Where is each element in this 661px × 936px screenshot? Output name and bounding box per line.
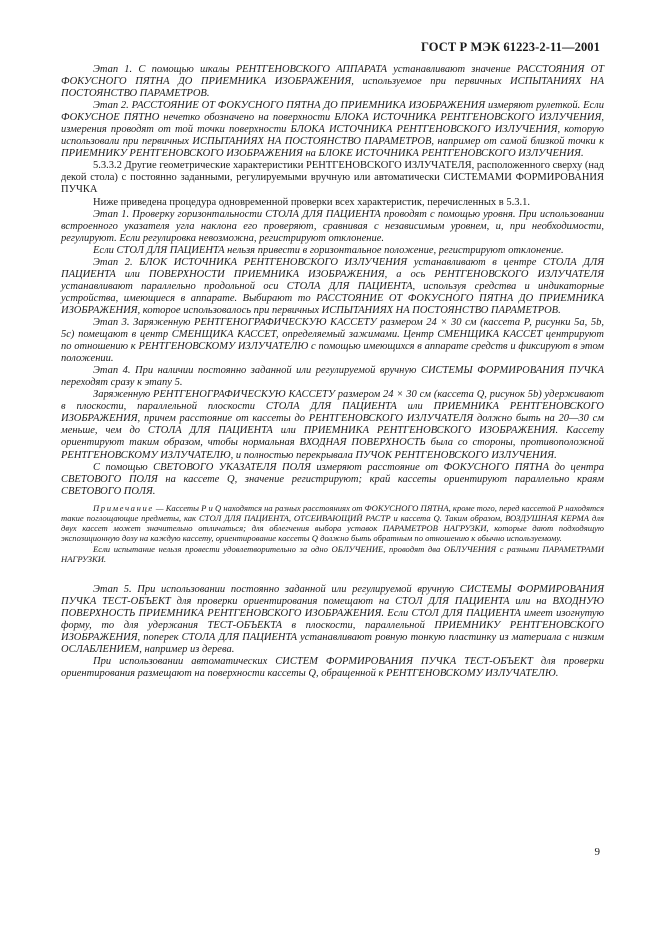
paragraph-step-2-source: Этап 2. БЛОК ИСТОЧНИКА РЕНТГЕНОВСКОГО ИЗЛУЧЕНИЯ устанавливают в центре СТОЛА ДЛЯ ПАЦИЕНТА или ПОВЕРХНОСТИ ПРИЕМНИКА ИЗОБРАЖЕНИЯ, а ось РЕНТГЕНОВСКОГО ИЗЛУЧАТЕЛЯ устанавливают параллельно продольной оси СТОЛА ДЛЯ ПАЦИЕНТА, используя средства и индикаторные устройства, имеющиеся в аппарате. Выбирают то РАССТОЯНИЕ ОТ ФОКУСНОГО ПЯТНА ДО ПРИЕМНИКА ИЗОБРАЖЕНИЯ, которое использовалось при первичных ИСПЫТАНИЯХ НА ПОСТОЯНСТВО ПАРАМЕТРОВ. [61,256,604,316]
paragraph-step-4: Этап 4. При наличии постоянно заданной или регулируемой вручную СИСТЕМЫ ФОРМИРОВАНИЯ ПУЧКА переходят сразу к этапу 5. [61,365,604,389]
paragraph-procedure-intro: Ниже приведена процедура одновременной проверки всех характеристик, перечисленных в 5.3.1. [93,196,530,208]
note-text-2: Если испытание нельзя провести удовлетворительно за одно ОБЛУЧЕНИЕ, проводят два ОБЛУЧЕНИЯ с разными ПАРАМЕТРАМИ НАГРУЗКИ. [61,543,604,564]
document-body [61,64,604,680]
standard-header: ГОСТ Р МЭК 61223-2-11—2001 [421,40,600,54]
section-5-3-3-2-heading: 5.3.3.2 Другие геометрические характеристики РЕНТГЕНОВСКОГО ИЗЛУЧАТЕЛЯ, расположенного сверху (над декой стола) с постоянно заданными, регулируемыми вручную или автоматически СИСТЕМАМИ ФОРМИРОВАНИЯ ПУЧКА [61,160,604,196]
paragraph-step-1-distance: Этап 1. С помощью шкалы РЕНТГЕНОВСКОГО АППАРАТА устанавливают значение РАССТОЯНИЯ ОТ ФОКУСНОГО ПЯТНА ДО ПРИЕМНИКА ИЗОБРАЖЕНИЯ, используемое при первичных ИСПЫТАНИЯХ НА ПОСТОЯНСТВО ПАРАМЕТРОВ. [61,64,604,100]
note-text: — Кассеты Р и Q находятся на разных расстояниях от ФОКУСНОГО ПЯТНА, кроме того, перед кассетой Р находятся такие поглощающие предметы, как СТОЛ ДЛЯ ПАЦИЕНТА, ОТСЕИВАЮЩИЙ РАСТР и кассета Q. Таким образом, ВОЗДУШНАЯ КЕРМА для двух кассет может значительно отличаться; для облегчения выбора уставок ПАРАМЕТРОВ НАГРУЗКИ, которые дают подходящую экспозиционную дозу на каждую кассету, ориентирование кассеты Q должно быть обратным по отношению к обычно используемому. [61,502,604,544]
note-block [61,503,604,544]
paragraph-step-5: Этап 5. При использовании постоянно заданной или регулируемой вручную СИСТЕМЫ ФОРМИРОВАНИЯ ПУЧКА ТЕСТ-ОБЪЕКТ для проверки ориентирования помещают на СТОЛ ДЛЯ ПАЦИЕНТА или на ВХОДНУЮ ПОВЕРХНОСТЬ ПРИЕМНИКА РЕНТГЕНОВСКОГО ИЗОБРАЖЕНИЯ. Если СТОЛ ДЛЯ ПАЦИЕНТА имеет изогнутую форму, то для удержания ТЕСТ-ОБЪЕКТА в плоскости, параллельной ПРИЕМНИКУ РЕНТГЕНОВСКОГО ИЗОБРАЖЕНИЯ, поперек СТОЛА ДЛЯ ПАЦИЕНТА устанавливают ровную тонкую пластинку из материала с низким ОСЛАБЛЕНИЕМ, например из дерева. [61,583,604,656]
paragraph-step-2-measure: Этап 2. РАССТОЯНИЕ ОТ ФОКУСНОГО ПЯТНА ДО ПРИЕМНИКА ИЗОБРАЖЕНИЯ измеряют рулеткой. Если ФОКУСНОЕ ПЯТНО нечетко обозначено на поверхности БЛОКА ИСТОЧНИКА РЕНТГЕНОВСКОГО ИЗЛУЧЕНИЯ, измерения проводят от той точки поверхности БЛОКА ИСТОЧНИКА РЕНТГЕНОВСКОГО ИЗЛУЧЕНИЯ, которую использовали при первичных ИСПЫТАНИЯХ НА ПОСТОЯНСТВО ПАРАМЕТРОВ, например от самой близкой точки к ПРИЕМНИКУ РЕНТГЕНОВСКОГО ИЗОБРАЖЕНИЯ на БЛОКЕ ИСТОЧНИКА РЕНТГЕНОВСКОГО ИЗЛУЧЕНИЯ. [61,100,604,160]
paragraph-step-1-level: Этап 1. Проверку горизонтальности СТОЛА ДЛЯ ПАЦИЕНТА проводят с помощью уровня. При использовании встроенного указателя угла наклона его проверяют, сравнивая с независимым уровнем, и, при необходимости, регулируют. Если регулировка невозможна, регистрируют отклонение. [61,208,604,244]
note-label: Примечание [93,502,154,513]
page-number: 9 [594,846,600,858]
paragraph-light-field: С помощью СВЕТОВОГО УКАЗАТЕЛЯ ПОЛЯ измеряют расстояние от ФОКУСНОГО ПЯТНА до центра СВЕТОВОГО ПОЛЯ на кассете Q, значение регистрируют; край кассеты ориентируют параллельно краям СВЕТОВОГО ПОЛЯ. [61,461,604,497]
paragraph-cassette-q: Заряженную РЕНТГЕНОГРАФИЧЕСКУЮ КАССЕТУ размером 24 × 30 см (кассета Q, рисунок 5b) удерживают в плоскости, параллельной плоскости СТОЛА ДЛЯ ПАЦИЕНТА или ПРИЕМНИКА РЕНТГЕНОВСКОГО ИЗОБРАЖЕНИЯ, причем расстояние от кассеты до РЕНТГЕНОВСКОГО ИЗЛУЧАТЕЛЯ должно быть на 20—30 см меньше, чем до СТОЛА ДЛЯ ПАЦИЕНТА или ПРИЕМНИКА РЕНТГЕНОВСКОГО ИЗОБРАЖЕНИЯ. Кассету ориентируют таким образом, чтобы нормальная ВХОДНАЯ ПОВЕРХНОСТЬ была со стороны, противоположной РЕНТГЕНОВСКОМУ ИЗЛУЧАТЕЛЮ, и полностью перекрывала ПУЧОК РЕНТГЕНОВСКОГО ИЗЛУЧЕНИЯ. [61,389,604,461]
paragraph-step-3-cassette: Этап 3. Заряженную РЕНТГЕНОГРАФИЧЕСКУЮ КАССЕТУ размером 24 × 30 см (кассета Р, рисунки 5а, 5b, 5с) помещают в центр СМЕНЩИКА КАССЕТ, определяемый зажимами. Центр СМЕНЩИКА КАССЕТ центрируют по отношению к РЕНТГЕНОВСКОМУ ИЗЛУЧАТЕЛЮ с помощью имеющихся в аппарате средств и фиксируют в этом положении. [61,316,604,365]
paragraph-automatic-systems: При использовании автоматических СИСТЕМ ФОРМИРОВАНИЯ ПУЧКА ТЕСТ-ОБЪЕКТ для проверки ориентирования размещают на поверхности кассеты Q, обращенной к РЕНТГЕНОВСКОМУ ИЗЛУЧАТЕЛЮ. [61,656,604,680]
paragraph-table-deviation: Если СТОЛ ДЛЯ ПАЦИЕНТА нельзя привести в горизонтальное положение, регистрируют отклонение. [93,244,564,256]
